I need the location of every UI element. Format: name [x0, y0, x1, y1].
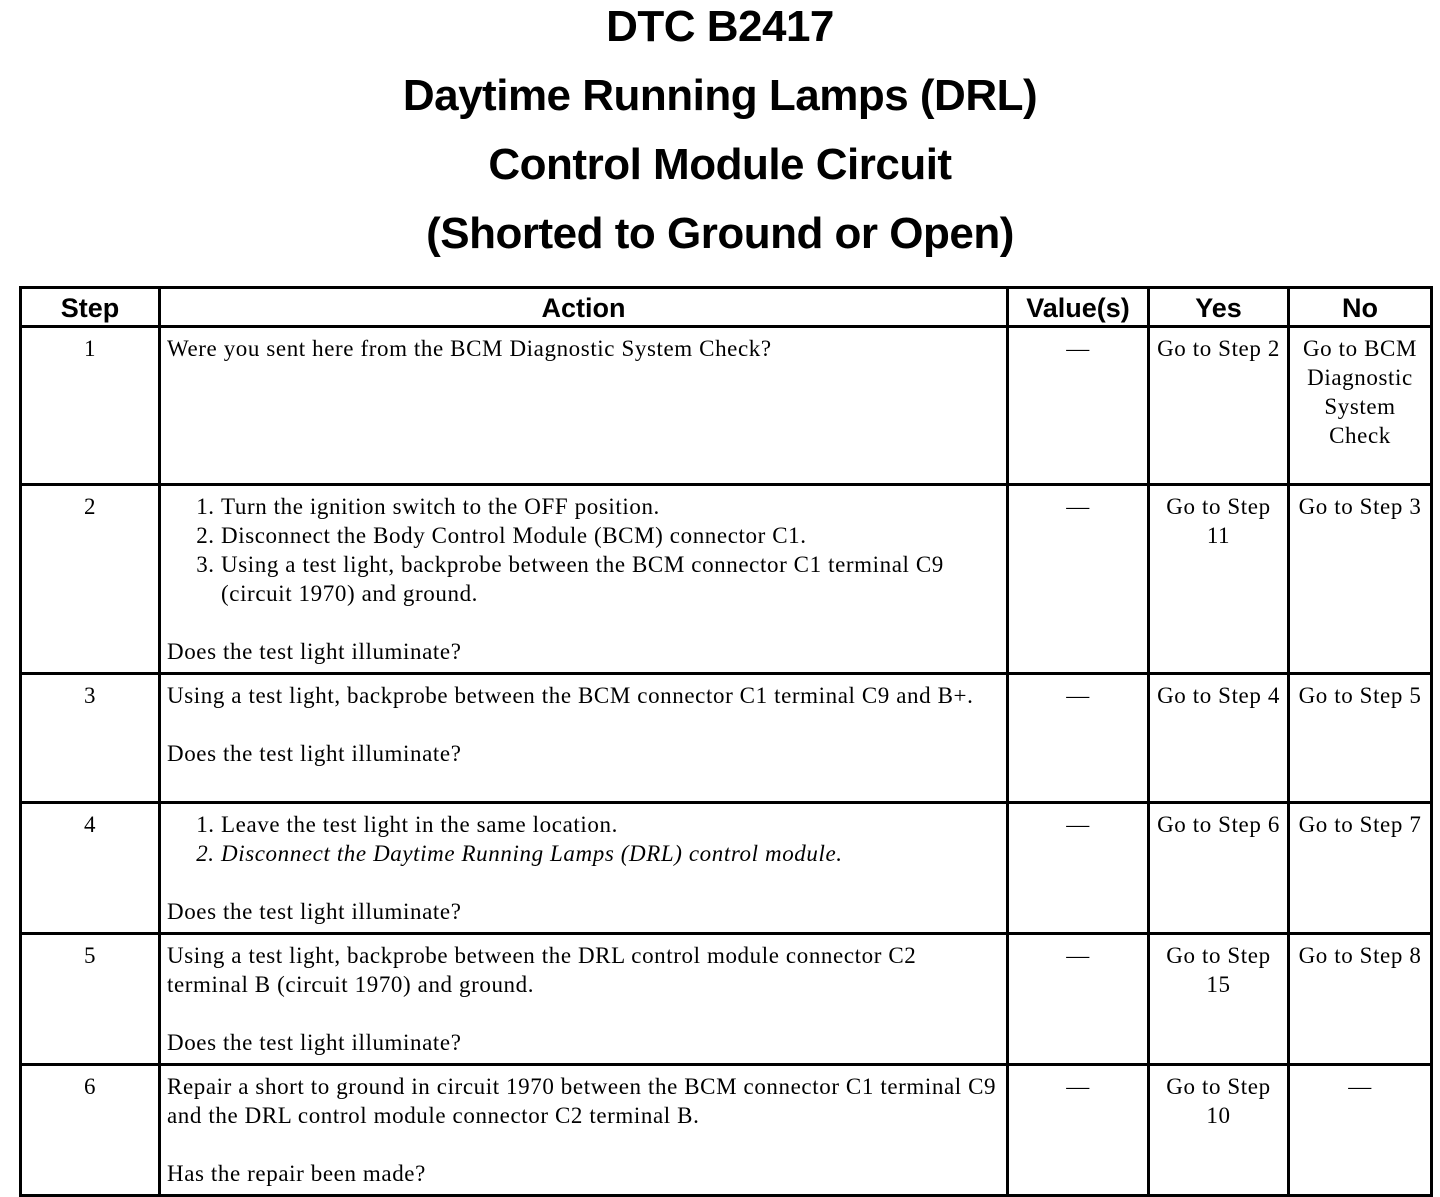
- action-text: Repair a short to ground in circuit 1970 between the BCM connector C1 terminal C9 and the DRL control module connector C2 terminal B.: [167, 1074, 997, 1128]
- action-question: Does the test light illuminate?: [167, 639, 462, 664]
- no-cell: Go to Step 3: [1289, 485, 1432, 674]
- step-number: 2: [21, 485, 160, 674]
- header-no: No: [1289, 288, 1432, 327]
- yes-cell: Go to Step 11: [1149, 485, 1289, 674]
- value-cell: —: [1008, 485, 1149, 674]
- table-header-row: [21, 288, 1432, 327]
- value-cell: —: [1008, 674, 1149, 803]
- action-step-item: 3. Using a test light, backprobe between the BCM connector C1 terminal C9 (circuit 1970) and ground.: [221, 550, 998, 608]
- value-cell: —: [1008, 934, 1149, 1065]
- action-steps-list: [167, 492, 998, 608]
- table-row: [21, 934, 1432, 1065]
- header-values: Value(s): [1008, 288, 1149, 327]
- step-number: 4: [21, 803, 160, 934]
- title-fault-condition: (Shorted to Ground or Open): [426, 209, 1014, 258]
- yes-cell: Go to Step 2: [1149, 327, 1289, 485]
- action-step-item: 2. Disconnect the Body Control Module (BCM) connector C1.: [221, 521, 998, 550]
- step-number: 3: [21, 674, 160, 803]
- header-step: Step: [21, 288, 160, 327]
- no-cell: Go to Step 5: [1289, 674, 1432, 803]
- value-cell: —: [1008, 1065, 1149, 1196]
- title-circuit-name: Control Module Circuit: [488, 140, 952, 189]
- no-cell: Go to Step 7: [1289, 803, 1432, 934]
- step-number: 6: [21, 1065, 160, 1196]
- action-question: Does the test light illuminate?: [167, 1030, 462, 1055]
- table-row: [21, 485, 1432, 674]
- yes-cell: Go to Step 6: [1149, 803, 1289, 934]
- action-question: Does the test light illuminate?: [167, 899, 462, 924]
- no-cell: Go to BCM Diagnostic System Check: [1289, 327, 1432, 485]
- title-system-name: Daytime Running Lamps (DRL): [402, 71, 1038, 120]
- action-cell: [160, 485, 1008, 674]
- no-cell: —: [1289, 1065, 1432, 1196]
- table-row: [21, 1065, 1432, 1196]
- table-row: [21, 674, 1432, 803]
- action-cell: [160, 1065, 1008, 1196]
- diagnostic-table: [19, 286, 1433, 1197]
- action-question: Does the test light illuminate?: [167, 741, 462, 766]
- table-row: [21, 327, 1432, 485]
- yes-cell: Go to Step 15: [1149, 934, 1289, 1065]
- header-yes: Yes: [1149, 288, 1289, 327]
- title-dtc-code: DTC B2417: [606, 2, 834, 51]
- action-text: Using a test light, backprobe between the BCM connector C1 terminal C9 and B+.: [167, 683, 974, 708]
- action-text: Were you sent here from the BCM Diagnostic System Check?: [167, 336, 772, 361]
- step-number: 1: [21, 327, 160, 485]
- action-step-item: 2. Disconnect the Daytime Running Lamps (DRL) control module.: [221, 839, 998, 868]
- action-step-item: 1. Leave the test light in the same location.: [221, 810, 998, 839]
- header-action: Action: [160, 288, 1008, 327]
- table-row: [21, 803, 1432, 934]
- action-text: Using a test light, backprobe between the DRL control module connector C2 terminal B (circuit 1970) and ground.: [167, 943, 917, 997]
- no-cell: Go to Step 8: [1289, 934, 1432, 1065]
- action-cell: [160, 934, 1008, 1065]
- action-steps-list: [167, 810, 998, 868]
- value-cell: —: [1008, 803, 1149, 934]
- action-cell: [160, 327, 1008, 485]
- action-step-item: 1. Turn the ignition switch to the OFF position.: [221, 492, 998, 521]
- step-number: 5: [21, 934, 160, 1065]
- value-cell: —: [1008, 327, 1149, 485]
- action-cell: [160, 674, 1008, 803]
- action-question: Has the repair been made?: [167, 1161, 426, 1186]
- yes-cell: Go to Step 4: [1149, 674, 1289, 803]
- action-cell: [160, 803, 1008, 934]
- yes-cell: Go to Step 10: [1149, 1065, 1289, 1196]
